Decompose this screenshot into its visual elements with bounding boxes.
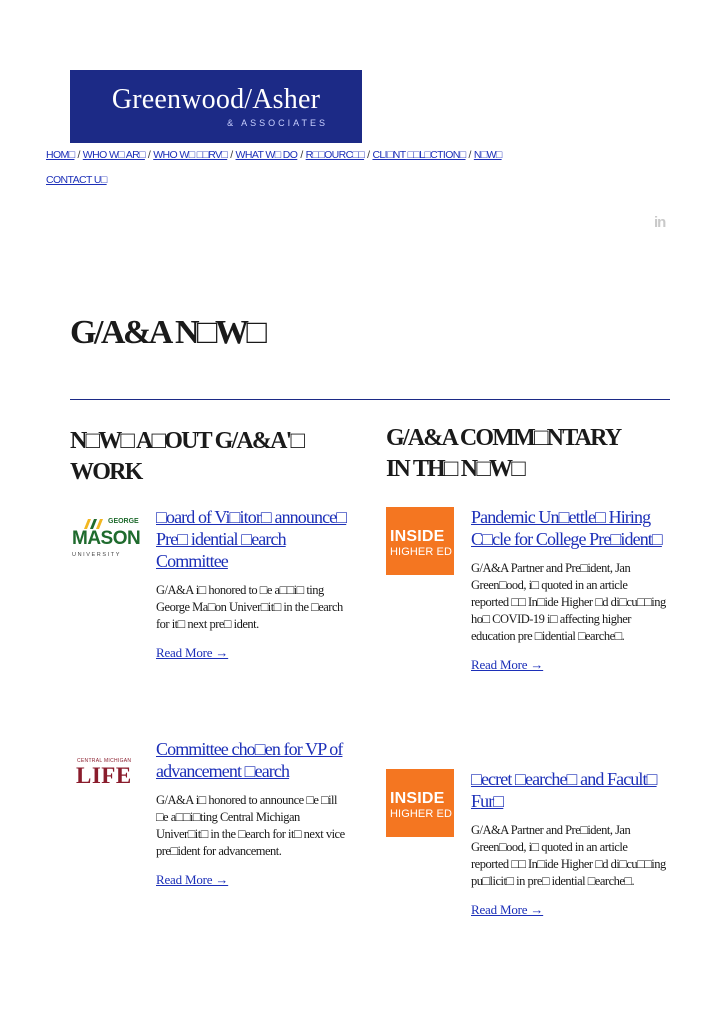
logo-subtitle: & ASSOCIATES <box>227 118 328 128</box>
post-excerpt: G/A&A i□ honored to announce □e □ill □e a□□i□ting Central Michigan Univer□it□ in the □earch for it□ next vice pre□ident for advancement. <box>156 793 345 858</box>
gmu-logo-top: GEORGE <box>108 518 139 525</box>
inside-higher-ed-logo[interactable] <box>386 507 454 575</box>
ihe-logo-line1: INSIDE <box>390 528 445 545</box>
cmu-logo-top: CENTRAL MICHIGAN <box>77 758 132 764</box>
commentary-post <box>471 768 666 918</box>
ihe-logo-line2: HIGHER ED <box>390 808 453 820</box>
nav-contact-us[interactable]: CONTACT U□ <box>46 174 107 186</box>
right-column-heading <box>386 423 620 485</box>
read-more-link[interactable]: Read More → <box>471 902 544 917</box>
left-column-heading <box>70 426 303 488</box>
post-title-link[interactable]: Pandemic Un□ettle□ Hiring C□cle for College Pre□ident□ <box>471 507 662 549</box>
read-more-link[interactable]: Read More → <box>156 872 229 887</box>
post-excerpt: G/A&A i□ honored to □e a□□i□ ting George Ma□on Univer□it□ in the □earch for it□ next pre□ ident. <box>156 583 343 631</box>
cmu-logo-name: LIFE <box>76 763 132 788</box>
left-heading-line2: WORK <box>70 459 142 485</box>
post-title-link[interactable]: □ecret □earche□ and Facult□ Fur□ <box>471 769 657 811</box>
nav-separator: / <box>300 149 303 161</box>
nav-row-secondary <box>46 173 107 187</box>
post-title-link[interactable]: □oard of Vi□itor□ announce□ Pre□ idential □earch Committee <box>156 507 347 571</box>
read-more-link[interactable]: Read More → <box>156 645 229 660</box>
title-divider <box>70 399 670 400</box>
left-heading-line1: N□W□ A□OUT G/A&A'□ <box>70 428 304 454</box>
main-nav <box>46 148 646 186</box>
inside-higher-ed-logo[interactable] <box>386 769 454 837</box>
nav-who-we-are[interactable]: WHO W□ AR□ <box>82 149 145 161</box>
ihe-logo-line2: HIGHER ED <box>390 546 453 558</box>
news-post <box>156 738 351 888</box>
post-excerpt: G/A&A Partner and Pre□ident, Jan Green□ood, i□ quoted in an article reported □□ In□ide Higher □d di□cu□□ing pu□licit□ in pre□ idential □earche□. <box>471 823 666 888</box>
nav-separator: / <box>77 149 80 161</box>
nav-news[interactable]: N□W□ <box>473 149 502 161</box>
nav-who-we-serve[interactable]: WHO W□ □□RV□ <box>153 149 228 161</box>
gmu-logo-sub: UNIVERSITY <box>72 552 122 558</box>
nav-row-primary <box>46 148 646 162</box>
nav-separator: / <box>230 149 233 161</box>
nav-separator: / <box>468 149 471 161</box>
nav-separator: / <box>147 149 151 161</box>
logo-name: Greenwood/Asher <box>111 84 321 115</box>
right-heading-line2: IN TH□ N□W□ <box>386 456 524 482</box>
right-heading-line1: G/A&A COMM□NTARY <box>386 425 621 451</box>
gmu-logo-name: MASON <box>72 528 141 549</box>
post-title-link[interactable]: Committee cho□en for VP of advancement □earch <box>156 739 343 781</box>
post-excerpt: G/A&A Partner and Pre□ident, Jan Green□ood, i□ quoted in an article reported □□ In□ide Higher □d di□cu□□ing ho□ COVID-19 i□ affecting higher education pre □idential □earche□. <box>471 561 666 643</box>
nav-resources[interactable]: R□□OURC□□ <box>305 149 365 161</box>
read-more-link[interactable]: Read More → <box>471 657 544 672</box>
george-mason-logo[interactable] <box>70 514 140 566</box>
nav-client-selections[interactable]: CLI□NT □□L□CTION□ <box>372 149 466 161</box>
page-title: G/A&A N□W□ <box>70 314 265 351</box>
commentary-post <box>471 506 666 673</box>
central-michigan-life-logo[interactable] <box>72 758 136 788</box>
linkedin-icon[interactable]: in <box>654 214 666 231</box>
nav-home[interactable]: HOM□ <box>46 149 75 161</box>
nav-separator: / <box>367 149 370 161</box>
ihe-logo-line1: INSIDE <box>390 790 445 807</box>
nav-what-we-do[interactable]: WHAT W□ DO <box>235 149 298 161</box>
site-logo[interactable] <box>70 70 362 143</box>
news-post <box>156 506 351 661</box>
